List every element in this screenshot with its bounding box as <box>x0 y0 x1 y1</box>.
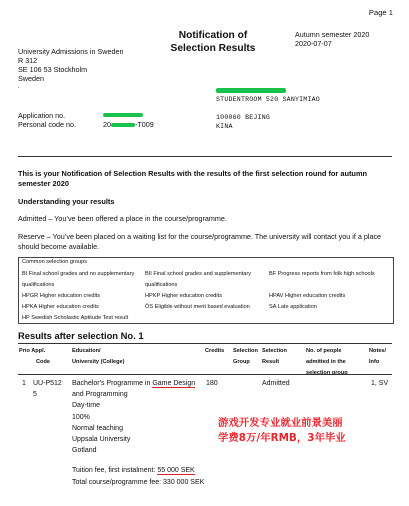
col-header-text: Result <box>262 359 280 365</box>
selection-group-item: HPKP Higher education credits <box>145 293 223 299</box>
campus-location: Gotland <box>72 447 97 455</box>
tuition-first-instalment <box>72 465 272 476</box>
sender-address <box>18 47 123 92</box>
col-header-code: Code <box>36 359 50 365</box>
row-credits: 180 <box>206 380 218 387</box>
programme-name-line-1 <box>72 378 206 389</box>
col-header-text: Education/ <box>72 348 101 354</box>
col-header-education <box>72 348 125 366</box>
selection-group-item: qualifications <box>145 282 178 288</box>
title-line-1: Notification of <box>178 30 248 41</box>
page-number: Page 1 <box>368 8 393 17</box>
sender-line: University Admissions in Sweden <box>18 47 124 56</box>
selection-group-item: HPGR Higher education credits <box>22 293 101 299</box>
code-line: UU-P512 <box>33 380 62 387</box>
col-header-result <box>262 348 287 366</box>
row-education <box>72 378 206 456</box>
results-title: Results after selection No. 1 <box>18 330 144 341</box>
application-label: Application no. <box>18 111 66 120</box>
study-time: Day-time <box>72 402 101 410</box>
reserve-explanation: Reserve – You’ve been placed on a waiting list for the course/programme. The university will contact you if a place should become available. <box>18 232 382 252</box>
personal-code-label: Personal code no. <box>18 120 76 129</box>
selection-group-item: BI Final school grades and no supplementary <box>22 271 135 277</box>
row-notes: 1, SV <box>371 380 389 387</box>
redacted-name <box>216 88 286 93</box>
col-header-text: Selection <box>233 348 258 354</box>
col-header-notes <box>369 348 386 366</box>
notice-text: This is your Notification of Selection Results with the results of the first selection round for autumn semester 2020 <box>18 169 368 188</box>
col-header-text: No. of people <box>306 348 342 354</box>
annotation-line-1: 游戏开发专业就业前景美丽 <box>218 417 343 429</box>
letter-date: 2020-07-07 <box>295 39 332 48</box>
col-header-text: University (College) <box>72 359 125 365</box>
sender-line: SE 106 53 Stockholm <box>18 65 88 74</box>
recipient-address <box>216 95 320 131</box>
selection-groups-col-1 <box>22 269 144 324</box>
teaching-form: Normal teaching <box>72 424 123 432</box>
code-line: 5 <box>33 391 37 399</box>
redacted-application-no <box>103 113 143 117</box>
table-header-rule <box>18 374 392 375</box>
selection-group-item: SA Late application <box>269 304 317 310</box>
admitted-explanation: Admitted – You’ve been offered a place in the course/programme. <box>18 214 227 223</box>
selection-group-item: BII Final school grades and supplementary <box>145 271 252 277</box>
semester-label: Autumn semester 2020 <box>295 30 370 39</box>
sender-line: R 312 <box>18 56 38 65</box>
selection-groups-col-2 <box>145 269 267 313</box>
programme-name-line-2: and Programming <box>72 391 128 399</box>
row-result: Admitted <box>262 380 290 387</box>
understanding-heading: Understanding your results <box>18 197 115 206</box>
sender-line: Sweden <box>18 74 44 83</box>
col-header-credits: Credits <box>205 348 225 354</box>
selection-group-item: HPKA Higher education credits <box>22 304 99 310</box>
selection-groups-col-3 <box>269 269 391 313</box>
tuition-amount: 55 000 SEK <box>157 467 195 474</box>
chinese-annotation <box>218 416 346 446</box>
selection-groups-heading: Common selection groups <box>22 259 87 265</box>
title-line-2: Selection Results <box>170 42 256 54</box>
row-prio: 1 <box>22 380 26 387</box>
selection-groups-box <box>18 257 394 324</box>
personal-code-suffix: -T009 <box>135 120 154 129</box>
col-header-group <box>233 348 258 366</box>
recipient-line: STUDENTROOM 520 SANYIMIAO <box>216 96 320 103</box>
redacted-personal-code <box>111 123 135 127</box>
selection-group-item: HPAV Higher education credits <box>269 293 346 299</box>
col-header-prio: Prio Appl. <box>19 348 46 354</box>
col-header-text: Notes/ <box>369 348 387 354</box>
col-header-text: Group <box>233 359 250 365</box>
section-divider <box>18 156 392 157</box>
col-header-people <box>306 348 348 377</box>
col-header-text: Selection <box>262 348 287 354</box>
programme-name-prefix: Bachelor's Programme in <box>72 380 153 387</box>
total-programme-fee: Total course/programme fee: 330 000 SEK <box>72 479 205 486</box>
university-name: Uppsala University <box>72 436 131 444</box>
col-header-text: Info <box>369 359 380 365</box>
personal-code-value <box>103 120 154 129</box>
sender-line: . <box>18 84 20 90</box>
recipient-line: 100060 BEJING <box>216 114 271 121</box>
col-header-text: selection group <box>306 370 348 376</box>
document-title <box>158 30 268 55</box>
table-top-rule <box>18 343 392 344</box>
selection-group-item: qualifications <box>22 282 55 288</box>
selection-group-item: ÖS Eligible without merit based evaluation <box>145 304 250 310</box>
study-pace: 100% <box>72 413 90 421</box>
row-application-code <box>33 378 62 400</box>
semester-block <box>295 30 369 48</box>
selection-group-item: BF Progress reports from folk high schools <box>269 271 375 277</box>
annotation-line-2: 学费8万/年RMB，3年毕业 <box>218 432 346 444</box>
recipient-line: KINA <box>216 123 233 130</box>
personal-code-prefix: 20 <box>103 120 111 129</box>
highlighted-programme-keyword: Game Design <box>152 380 196 387</box>
col-header-text: admitted in the <box>306 359 346 365</box>
selection-group-item: HP Swedish Scholastic Aptitude Test result <box>22 315 129 321</box>
tuition-label: Tuition fee, first instalment: <box>72 467 158 474</box>
